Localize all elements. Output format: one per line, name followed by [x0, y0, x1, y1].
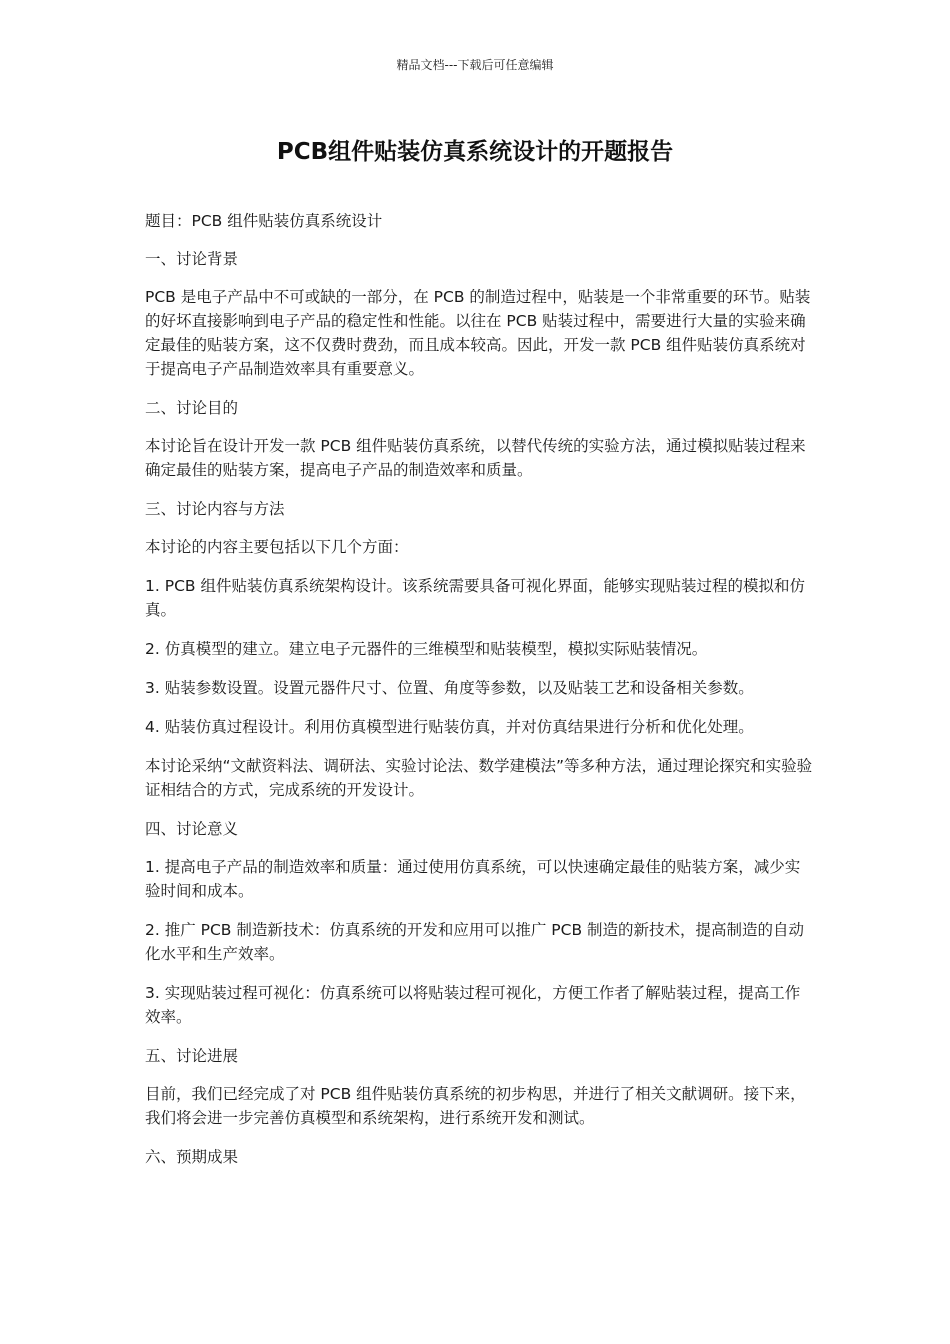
list-item-content-1: 1. PCB 组件贴装仿真系统架构设计。该系统需要具备可视化界面，能够实现贴装过程的模拟和仿真。	[145, 577, 805, 619]
document-title: PCB组件贴装仿真系统设计的开题报告	[276, 139, 674, 165]
list-item-content-2: 2. 仿真模型的建立。建立电子元器件的三维模型和贴装模型，模拟实际贴装情况。	[145, 640, 708, 658]
paragraph-content-intro: 本讨论的内容主要包括以下几个方面：	[145, 538, 409, 556]
list-item-significance-3: 3. 实现贴装过程可视化：仿真系统可以将贴装过程可视化，方便工作者了解贴装过程，提高工作效率。	[145, 984, 801, 1026]
document-body	[145, 209, 815, 1183]
paragraph-method: 本讨论采纳“文献资料法、调研法、实验讨论法、数学建模法”等多种方法，通过理论探究和实验验证相结合的方式，完成系统的开发设计。	[145, 757, 813, 799]
list-item-content-4: 4. 贴装仿真过程设计。利用仿真模型进行贴装仿真，并对仿真结果进行分析和优化处理。	[145, 718, 754, 736]
section-heading-expected-results: 六、预期成果	[145, 1148, 239, 1166]
list-item-significance-1: 1. 提高电子产品的制造效率和质量：通过使用仿真系统，可以快速确定最佳的贴装方案，减少实验时间和成本。	[145, 858, 801, 900]
section-heading-background: 一、讨论背景	[145, 250, 239, 268]
section-heading-purpose: 二、讨论目的	[145, 399, 239, 417]
list-item-content-3: 3. 贴装参数设置。设置元器件尺寸、位置、角度等参数，以及贴装工艺和设备相关参数。	[145, 679, 754, 697]
section-heading-progress: 五、讨论进展	[145, 1047, 239, 1065]
topic-line: 题目：PCB 组件贴装仿真系统设计	[145, 212, 383, 230]
paragraph-progress: 目前，我们已经完成了对 PCB 组件贴装仿真系统的初步构思，并进行了相关文献调研。接下来，我们将会进一步完善仿真模型和系统架构，进行系统开发和测试。	[145, 1085, 806, 1127]
list-item-significance-2: 2. 推广 PCB 制造新技术：仿真系统的开发和应用可以推广 PCB 制造的新技术，提高制造的自动化水平和生产效率。	[145, 921, 805, 963]
header-note: 精品文档---下载后可任意编辑	[396, 58, 554, 72]
section-heading-significance: 四、讨论意义	[145, 820, 239, 838]
paragraph-background: PCB 是电子产品中不可或缺的一部分，在 PCB 的制造过程中，贴装是一个非常重要的环节。贴装的好坏直接影响到电子产品的稳定性和性能。以往在 PCB 贴装过程中，需要进行大量的实验来确定最佳的贴装方案，这不仅费时费劲，而且成本较高。因此，开发一款 PCB 组件贴装仿真系统对于提高电子产品制造效率具有重要意义。	[145, 288, 811, 378]
section-heading-content-method: 三、讨论内容与方法	[145, 500, 285, 518]
paragraph-purpose: 本讨论旨在设计开发一款 PCB 组件贴装仿真系统，以替代传统的实验方法，通过模拟贴装过程来确定最佳的贴装方案，提高电子产品的制造效率和质量。	[145, 437, 806, 479]
